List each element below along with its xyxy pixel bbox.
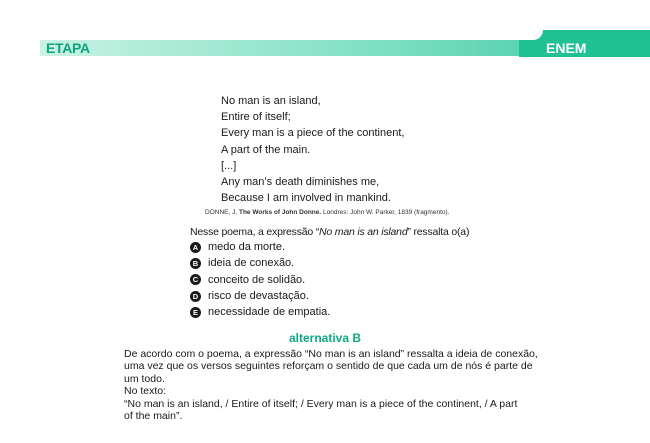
poem-line: [...] — [221, 159, 237, 172]
option-letter: B — [190, 258, 201, 269]
exam-tab-label: ENEM — [546, 40, 587, 56]
option-text: conceito de solidão. — [208, 273, 306, 286]
answer-title: alternativa B — [288, 331, 362, 345]
poem-line: A part of the main. — [221, 143, 311, 156]
source-author: DONNE, J. — [205, 209, 238, 216]
commentary-line: of the main”. — [124, 409, 183, 422]
poem-line: Entire of itself; — [221, 111, 291, 124]
commentary-line: No texto: — [124, 385, 167, 398]
option-text: medo da morte. — [208, 241, 286, 254]
commentary-line: “No man is an island, / Entire of itself; / Every man is a piece of the continent, / A part — [124, 397, 518, 410]
commentary-line: De acordo com o poema, a expressão “No man is an island” ressalta a ideia de conexão, — [124, 348, 538, 360]
option-a[interactable] — [190, 239, 330, 255]
question-prefix: Nesse poema, a expressão “ — [190, 226, 320, 238]
poem-line: Every man is a piece of the continent, — [221, 127, 405, 140]
option-text: necessidade de empatia. — [208, 306, 331, 319]
option-d[interactable] — [190, 288, 330, 304]
poem-source — [205, 208, 449, 217]
poem-line: Because I am involved in mankind. — [221, 192, 391, 205]
option-letter: C — [190, 274, 201, 285]
brand-logo: ETAPA — [46, 40, 90, 56]
poem — [221, 93, 404, 206]
poem-line: Any man’s death diminishes me, — [221, 175, 380, 188]
question-text — [190, 225, 469, 239]
source-details: Londres: John W. Parker, 1839 (fragmento). — [323, 209, 450, 216]
commentary-line: uma vez que os versos seguintes reforçam o sentido de que cada um de nós é parte de — [124, 360, 533, 373]
option-letter: D — [190, 291, 201, 302]
question-quoted-expression: No man is an island — [319, 226, 408, 238]
option-e[interactable] — [190, 304, 330, 320]
option-letter: A — [190, 242, 201, 253]
option-letter: E — [190, 307, 201, 318]
option-c[interactable] — [190, 272, 330, 288]
answer-commentary — [124, 348, 544, 422]
answer-options — [190, 239, 330, 320]
option-b[interactable] — [190, 255, 330, 271]
poem-line: No man is an island, — [221, 95, 321, 107]
question-suffix: ” ressalta o(a) — [407, 226, 470, 238]
commentary-line: um todo. — [124, 372, 165, 385]
option-text: risco de devastação. — [208, 290, 309, 303]
source-title: The Works of John Donne. — [238, 209, 322, 216]
option-text: ideia de conexão. — [208, 257, 295, 270]
